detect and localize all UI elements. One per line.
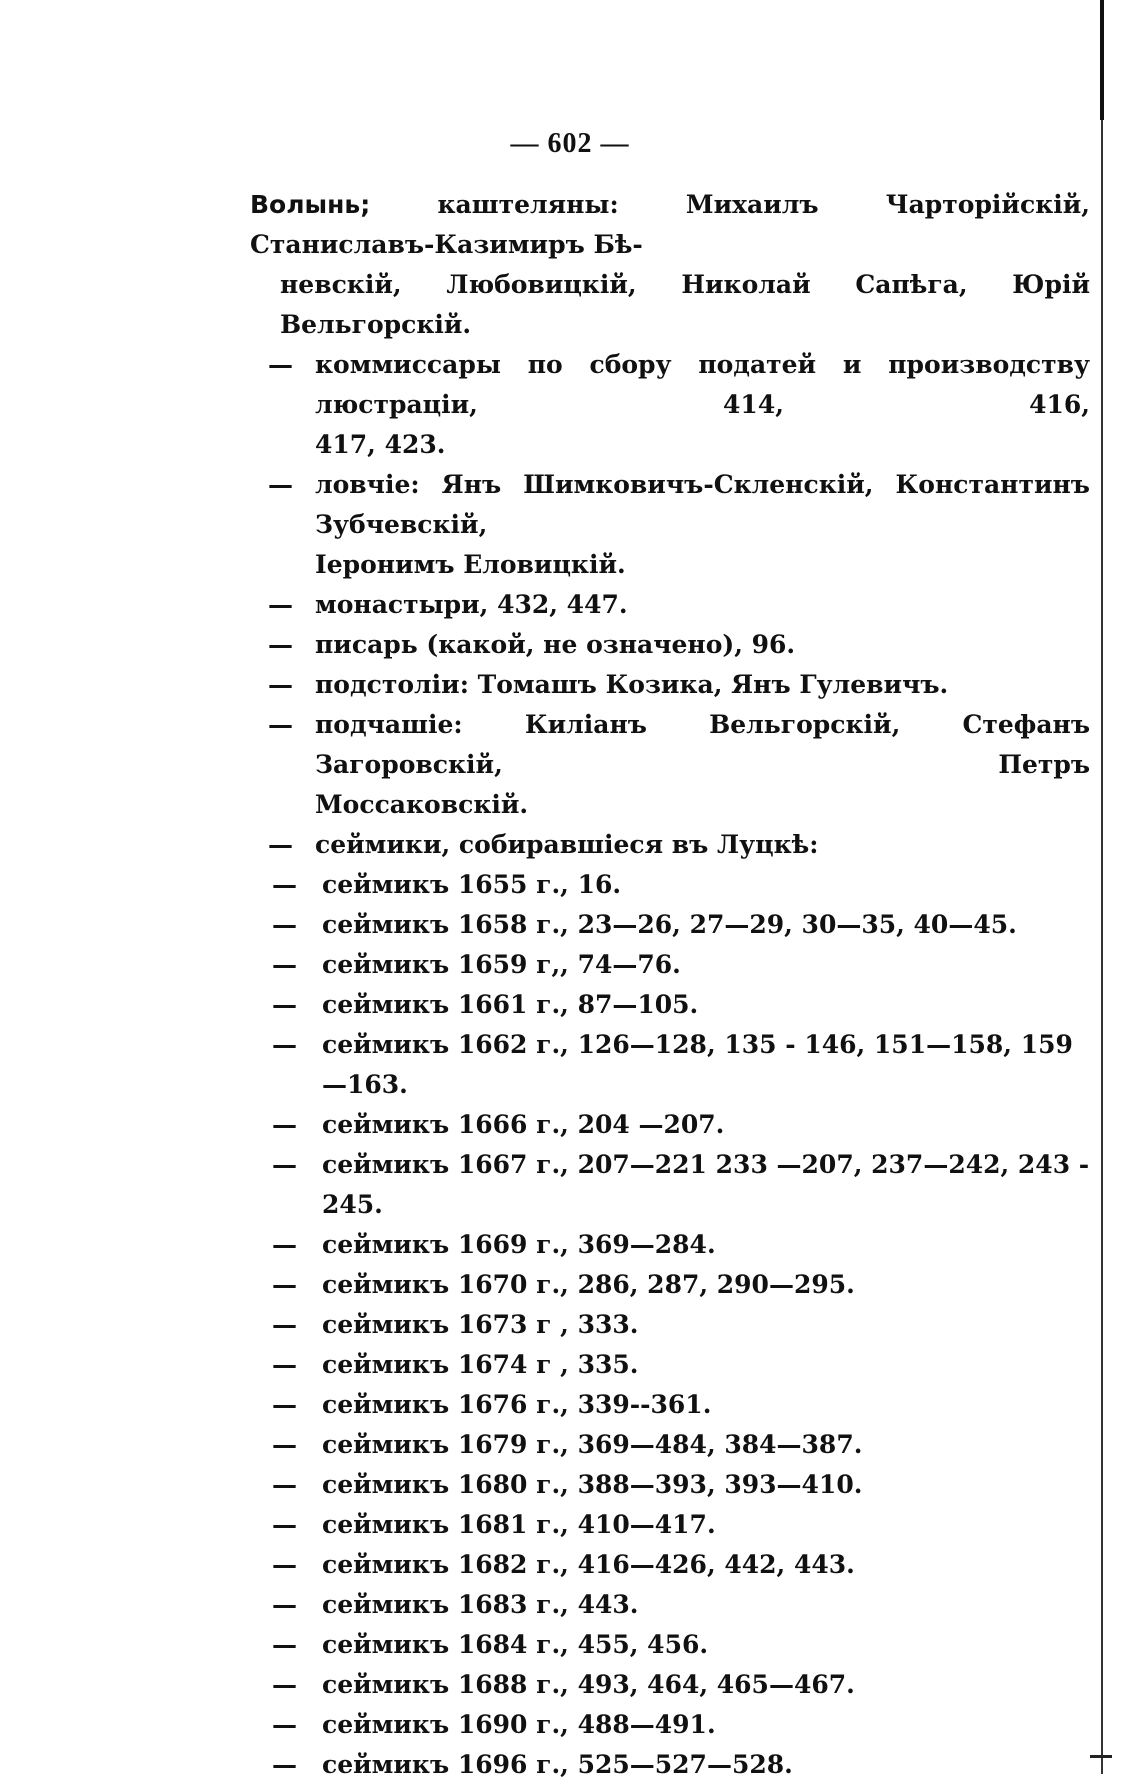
entry-dash: —: [272, 1390, 297, 1419]
head-entry-rest: каштеляны: Михаилъ Чарторійскій, Станиславъ-Казимиръ Бѣ-: [250, 190, 1090, 259]
sub-entry-line-1: коммиссары по сбору податей и производству люстраціи, 414, 416,: [315, 350, 1090, 419]
seimik-text: сеймикъ 1659 г,, 74—76.: [322, 950, 681, 979]
entry-dash: —: [272, 1630, 297, 1659]
seimik-entry: [250, 1465, 1090, 1505]
seimik-entry: [250, 1745, 1090, 1785]
seimik-entry: [250, 1225, 1090, 1265]
seimik-entry: [250, 985, 1090, 1025]
seimik-entry: [250, 945, 1090, 985]
head-entry: [250, 185, 1090, 345]
sub-entry-line-1: сеймики, собиравшіеся въ Луцкѣ:: [315, 830, 819, 859]
seimik-text: сеймикъ 1696 г., 525—527—528.: [322, 1750, 793, 1779]
entry-dash: —: [268, 630, 293, 659]
entry-dash: —: [272, 910, 297, 939]
page-number: — 602 —: [510, 128, 630, 159]
entry-dash: —: [272, 1030, 297, 1059]
seimik-text: сеймикъ 1690 г., 488—491.: [322, 1710, 716, 1739]
sub-entry-line-1: подчашіе: Киліанъ Вельгорскій, Стефанъ Загоровскій, Петръ: [315, 710, 1090, 779]
seimik-entry: [250, 1545, 1090, 1585]
entry-dash: —: [268, 670, 293, 699]
entry-dash: —: [272, 1310, 297, 1339]
head-entry-line-1: [250, 185, 1090, 265]
sub-entry: [250, 825, 1090, 865]
entry-dash: —: [268, 350, 293, 379]
entry-dash: —: [272, 1750, 297, 1779]
headword: Волынь;: [250, 190, 371, 219]
seimik-entry: [250, 1025, 1090, 1105]
sub-entry: [250, 345, 1090, 465]
sub-entry-line-1: писарь (какой, не означено), 96.: [315, 630, 796, 659]
seimik-text: сеймикъ 1688 г., 493, 464, 465—467.: [322, 1670, 855, 1699]
sub-entry: [250, 625, 1090, 665]
seimik-entry: [250, 1265, 1090, 1305]
sub-entry-line-2: Іеронимъ Еловицкій.: [315, 550, 626, 579]
seimik-text: сеймикъ 1658 г., 23—26, 27—29, 30—35, 40—45.: [322, 910, 1017, 939]
sub-entry-line-2: 417, 423.: [315, 430, 446, 459]
seimik-entry: [250, 1425, 1090, 1465]
sub-entry-line-1: ловчіе: Янъ Шимковичъ-Скленскій, Константинъ Зубчевскій,: [315, 470, 1090, 539]
seimik-entry: [250, 865, 1090, 905]
seimik-entry: [250, 1145, 1090, 1225]
entry-dash: —: [272, 1510, 297, 1539]
seimik-text: сеймикъ 1676 г., 339--361.: [322, 1390, 712, 1419]
seimik-entry: [250, 1625, 1090, 1665]
sub-entry-line-1: монастыри, 432, 447.: [315, 590, 628, 619]
entry-dash: —: [272, 1590, 297, 1619]
seimik-entry: [250, 1505, 1090, 1545]
entry-dash: —: [272, 1270, 297, 1299]
seimik-text: сеймикъ 1655 г., 16.: [322, 870, 622, 899]
seimik-text: сеймикъ 1661 г., 87—105.: [322, 990, 699, 1019]
seimik-text: сеймикъ 1673 г , 333.: [322, 1310, 639, 1339]
entry-dash: —: [272, 1230, 297, 1259]
sub-entry-line-1: подстоліи: Томашъ Козика, Янъ Гулевичъ.: [315, 670, 949, 699]
head-entry-line-2: невскій, Любовицкій, Николай Сапѣга, Юрій Вельгорскій.: [280, 270, 1090, 339]
entry-dash: —: [272, 990, 297, 1019]
entry-dash: —: [272, 1670, 297, 1699]
seimik-text: сеймикъ 1667 г., 207—221 233 —207, 237—242, 243 - 245.: [322, 1150, 1090, 1219]
entry-dash: —: [272, 870, 297, 899]
seimik-text: сеймикъ 1679 г., 369—484, 384—387.: [322, 1430, 863, 1459]
seimik-text: сеймикъ 1674 г , 335.: [322, 1350, 639, 1379]
sub-entry-line-2: Моссаковскій.: [315, 790, 529, 819]
sub-entry: [250, 465, 1090, 585]
seimik-list: [250, 865, 1090, 1785]
seimik-text: сеймикъ 1669 г., 369—284.: [322, 1230, 716, 1259]
seimik-text: сеймикъ 1662 г., 126—128, 135 - 146, 151—158, 159—163.: [322, 1030, 1073, 1099]
entry-dash: —: [272, 1110, 297, 1139]
page-edge-line-lower: [1101, 120, 1103, 1774]
seimik-entry: [250, 1705, 1090, 1745]
index-content: [250, 185, 1090, 1785]
entry-dash: —: [272, 1470, 297, 1499]
page-edge-line: [1100, 0, 1104, 120]
entry-dash: —: [272, 1350, 297, 1379]
entry-dash: —: [272, 1550, 297, 1579]
seimik-entry: [250, 1345, 1090, 1385]
entry-dash: —: [272, 1430, 297, 1459]
seimik-entry: [250, 1385, 1090, 1425]
sub-entry-list: [250, 345, 1090, 865]
seimik-text: сеймикъ 1680 г., 388—393, 393—410.: [322, 1470, 863, 1499]
sub-entry: [250, 665, 1090, 705]
seimik-text: сеймикъ 1681 г., 410—417.: [322, 1510, 716, 1539]
entry-dash: —: [268, 830, 293, 859]
seimik-entry: [250, 1585, 1090, 1625]
page-edge-mark: [1090, 1755, 1112, 1758]
seimik-text: сеймикъ 1683 г., 443.: [322, 1590, 639, 1619]
seimik-text: сеймикъ 1666 г., 204 —207.: [322, 1110, 725, 1139]
seimik-entry: [250, 1665, 1090, 1705]
entry-dash: —: [272, 1710, 297, 1739]
seimik-entry: [250, 1105, 1090, 1145]
entry-dash: —: [268, 590, 293, 619]
sub-entry: [250, 705, 1090, 825]
seimik-entry: [250, 905, 1090, 945]
seimik-text: сеймикъ 1684 г., 455, 456.: [322, 1630, 709, 1659]
entry-dash: —: [272, 1150, 297, 1179]
entry-dash: —: [268, 710, 293, 739]
entry-dash: —: [272, 950, 297, 979]
seimik-text: сеймикъ 1670 г., 286, 287, 290—295.: [322, 1270, 855, 1299]
sub-entry: [250, 585, 1090, 625]
seimik-entry: [250, 1305, 1090, 1345]
seimik-text: сеймикъ 1682 г., 416—426, 442, 443.: [322, 1550, 855, 1579]
entry-dash: —: [268, 470, 293, 499]
